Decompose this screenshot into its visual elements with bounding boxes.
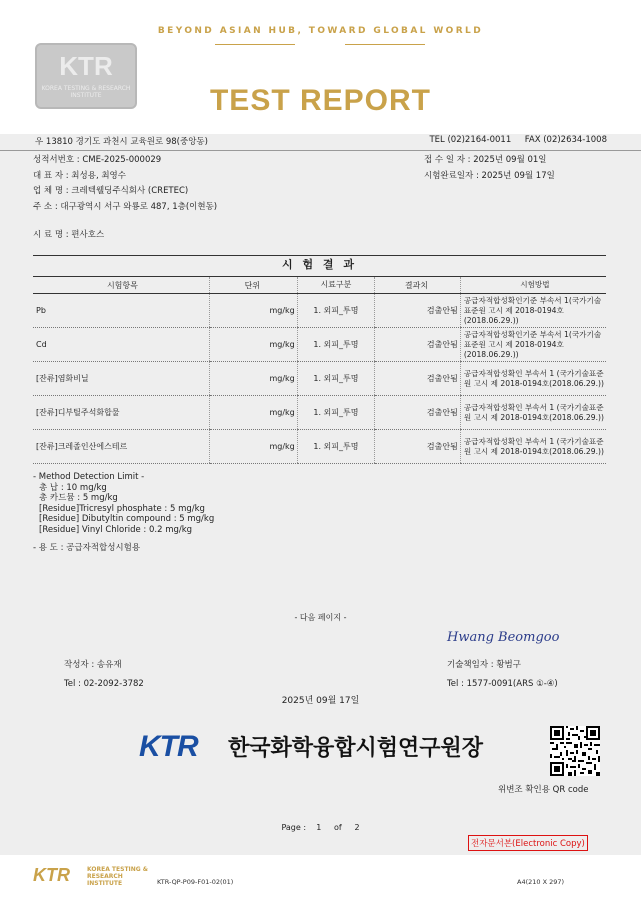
- table-header-row: [33, 277, 606, 294]
- cell-result: 검출안됨: [375, 430, 461, 464]
- footer-logo: KTR: [33, 865, 70, 885]
- next-page-note: - 다음 페이지 -: [294, 613, 347, 622]
- cell-sample: 1. 외피_투명: [297, 430, 374, 464]
- cell-item: [잔류]염화비닐: [33, 362, 209, 396]
- col-unit: 단위: [209, 277, 297, 294]
- issue-date: 2025년 09월 17일: [281, 696, 360, 706]
- qr-caption: 위변조 확인용 QR code: [498, 785, 589, 795]
- cell-method: 공급자적합성확인기준 부속서 1(국가기술표준원 고시 제 2018-0194호(2018.06.29.)): [460, 294, 606, 328]
- report-title: TEST REPORT: [209, 84, 431, 117]
- manager-tel: Tel : 1577-0091(ARS ①-④): [447, 679, 558, 689]
- cell-unit: mg/kg: [209, 362, 297, 396]
- table-row: [33, 396, 606, 430]
- seal-text-big: KTR: [59, 51, 113, 81]
- institute-name: 한국화학융합시험연구원장: [228, 736, 484, 761]
- col-item: 시험항목: [33, 277, 209, 294]
- cell-result: 검출안됨: [375, 328, 461, 362]
- cell-method: 공급자적합성확인 부속서 1 (국가기술표준원 고시 제 2018-0194호(2018.06.29.)): [460, 430, 606, 464]
- table-row: [33, 430, 606, 464]
- page-label: Page :: [281, 823, 307, 832]
- cell-result: 검출안됨: [375, 396, 461, 430]
- contact-numbers: [429, 135, 607, 145]
- company-address: 주 소 : 대구광역시 서구 와룡로 487, 1층(이현동): [33, 201, 218, 212]
- ktr-logo: KTR: [139, 730, 198, 763]
- author-block: [64, 656, 144, 694]
- cell-method: 공급자적합성확인 부속서 1 (국가기술표준원 고시 제 2018-0194호(2018.06.29.)): [460, 396, 606, 430]
- detection-limits: [33, 472, 214, 535]
- meta-left: [33, 153, 217, 215]
- form-code: KTR-QP-P09-F01-02(01): [157, 878, 234, 886]
- institute-address: 우 13810 경기도 과천시 교육원로 98(중앙동): [35, 137, 208, 147]
- author-name: 작성자 : 송유재: [64, 660, 122, 670]
- cell-sample: 1. 외피_투명: [297, 396, 374, 430]
- mdl-line: 총 납 : 10 mg/kg: [39, 482, 107, 493]
- page-of: of: [334, 823, 342, 832]
- cell-method: 공급자적합성확인 부속서 1 (국가기술표준원 고시 제 2018-0194호(2018.06.29.)): [460, 362, 606, 396]
- manager-name: 기술책임자 : 황범구: [447, 660, 521, 670]
- company-name: 업 체 명 : 크레텍웰딩주식회사 (CRETEC): [33, 186, 189, 196]
- mdl-title: - Method Detection Limit -: [33, 472, 145, 482]
- results-table: [33, 276, 606, 464]
- table-row: [33, 328, 606, 362]
- cell-unit: mg/kg: [209, 430, 297, 464]
- cell-unit: mg/kg: [209, 294, 297, 328]
- address-row: [35, 134, 607, 148]
- tel-number: TEL (02)2164-0011: [429, 135, 512, 145]
- col-method: 시험방법: [460, 277, 606, 294]
- qr-code-icon[interactable]: [550, 726, 600, 776]
- paper-size: A4(210 X 297): [517, 878, 565, 886]
- cell-item: Pb: [33, 294, 209, 328]
- mdl-line: 총 카드뮴 : 5 mg/kg: [39, 493, 118, 503]
- col-result: 결과치: [375, 277, 461, 294]
- cell-item: Cd: [33, 328, 209, 362]
- table-row: [33, 294, 606, 328]
- cell-sample: 1. 외피_투명: [297, 362, 374, 396]
- seal-text-small: KOREA TESTING & RESEARCH INSTITUTE: [41, 85, 131, 99]
- manager-block: [447, 656, 558, 694]
- report-number: 성적서번호 : CME-2025-000029: [33, 155, 162, 165]
- page-current: 1: [316, 823, 322, 832]
- col-sample: 시료구분: [297, 277, 374, 294]
- mdl-line: [Residue] Vinyl Chloride : 0.2 mg/kg: [39, 524, 193, 535]
- received-date: 접 수 일 자 : 2025년 09월 01일: [424, 155, 547, 165]
- cell-result: 검출안됨: [375, 362, 461, 396]
- representative: 대 표 자 : 최성용, 최영수: [33, 170, 126, 181]
- usage-note: - 용 도 : 공급자적합성시험용: [33, 543, 141, 553]
- cell-item: [잔류]디부틸주석화합물: [33, 396, 209, 430]
- table-row: [33, 362, 606, 396]
- page-total: 2: [354, 823, 360, 832]
- completed-date: 시험완료일자 : 2025년 09월 17일: [424, 170, 555, 181]
- mdl-line: [Residue] Dibutyltin compound : 5 mg/kg: [39, 514, 215, 524]
- slogan-divider-left: [215, 44, 295, 45]
- slogan: BEYOND ASIAN HUB, TOWARD GLOBAL WORLD: [157, 26, 484, 36]
- electronic-copy-stamp: 전자문서본(Electronic Copy): [468, 835, 588, 851]
- cell-method: 공급자적합성확인기준 부속서 1(국가기술표준원 고시 제 2018-0194호(2018.06.29.)): [460, 328, 606, 362]
- footer-institute: KOREA TESTING & RESEARCH INSTITUTE: [87, 866, 149, 887]
- mdl-line: [Residue]Tricresyl phosphate : 5 mg/kg: [39, 503, 205, 514]
- meta-right: [424, 153, 555, 184]
- author-tel: Tel : 02-2092-3782: [64, 679, 144, 689]
- cell-sample: 1. 외피_투명: [297, 294, 374, 328]
- cell-unit: mg/kg: [209, 328, 297, 362]
- sample-name: 시 료 명 : 편사호스: [33, 230, 105, 240]
- cell-result: 검출안됨: [375, 294, 461, 328]
- fax-number: FAX (02)2634-1008: [524, 135, 607, 145]
- manager-signature: Hwang Beomgoo: [447, 630, 560, 645]
- address-divider: [0, 150, 641, 151]
- results-title: 시 험 결 과: [33, 255, 606, 276]
- cell-item: [잔류]크레졸인산에스테르: [33, 430, 209, 464]
- cell-unit: mg/kg: [209, 396, 297, 430]
- page-number: [0, 823, 641, 832]
- slogan-divider-right: [345, 44, 425, 45]
- cell-sample: 1. 외피_투명: [297, 328, 374, 362]
